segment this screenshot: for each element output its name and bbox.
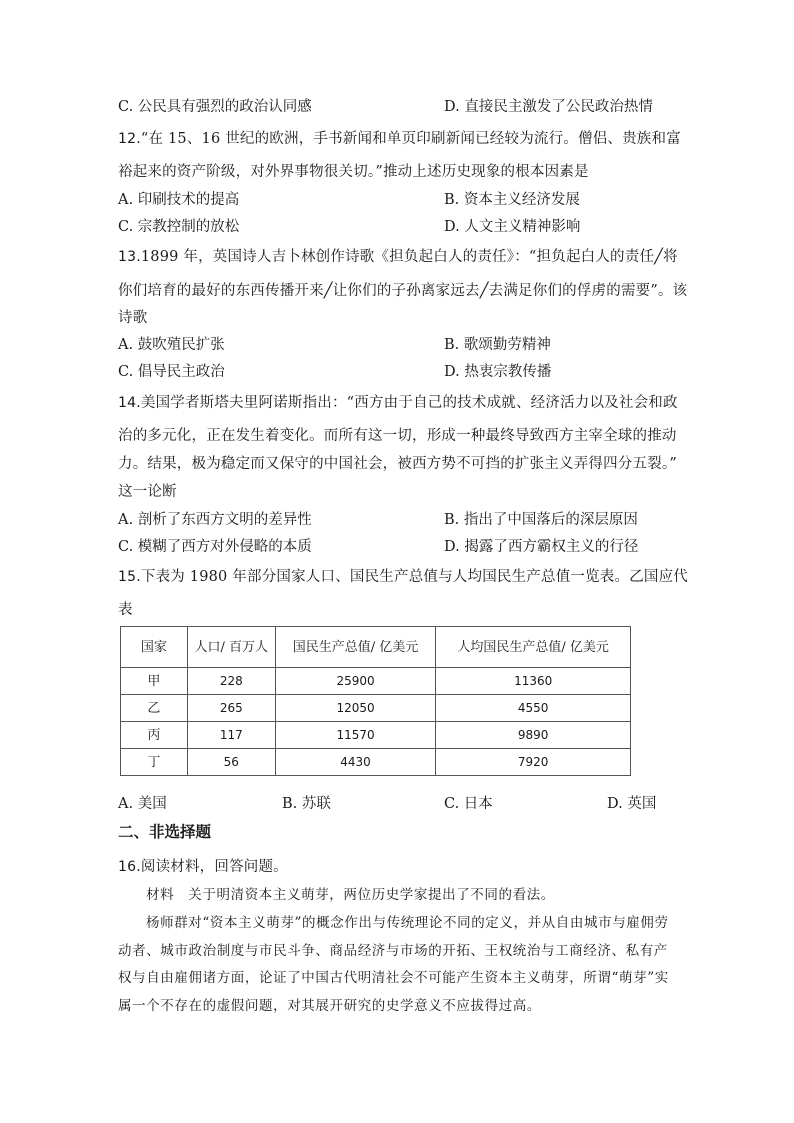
q12-stem-text-1: “在 15、16 世纪的欧洲，手书新闻和单页印刷新闻已经较为流行。僧侣、贵族和富: [140, 131, 681, 147]
table-cell: 乙: [121, 695, 188, 722]
q14-stem-line-1: [118, 391, 678, 412]
table-cell: 56: [187, 749, 275, 776]
table-header-cell: 国民生产总值/ 亿美元: [275, 627, 436, 668]
q15-data-table: [120, 626, 631, 776]
q16-material-intro: 材料 关于明清资本主义萌芽，两位历史学家提出了不同的看法。: [146, 887, 555, 903]
q15-option-b[interactable]: B. 苏联: [282, 796, 331, 812]
table-cell: 228: [187, 668, 275, 695]
table-row: [121, 722, 631, 749]
q13-stem-line-1: [118, 245, 678, 266]
table-cell: 4430: [275, 749, 436, 776]
table-cell: 12050: [275, 695, 436, 722]
q16-material-body: 杨师群对“资本主义萌芽”的概念作出与传统理论不同的定义，并从自由城市与雇佣劳动者、城市政治制度与市民斗争、商品经济与市场的开拓、王权统治与工商经济、私有产权与自由雇佣诸方面，论证了中国古代明清社会不可能产生资本主义萌芽，所谓“萌芽”实属一个不存在的虚假问题，对其展开研究的史学意义不应拔得过高。: [118, 915, 669, 1014]
q15-stem-line-2: 表: [118, 602, 133, 618]
q11-option-c[interactable]: C. 公民具有强烈的政治认同感: [118, 99, 312, 115]
q15-option-c[interactable]: C. 日本: [444, 796, 493, 812]
table-header-cell: 人口/ 百万人: [187, 627, 275, 668]
table-header-row: [121, 627, 631, 668]
table-cell: 丁: [121, 749, 188, 776]
q14-stem-line-4: 这一论断: [118, 484, 177, 500]
table-cell: 117: [187, 722, 275, 749]
table-cell: 甲: [121, 668, 188, 695]
table-cell: 7920: [436, 749, 631, 776]
q14-option-c[interactable]: C. 模糊了西方对外侵略的本质: [118, 539, 312, 555]
q13-option-b[interactable]: B. 歌颂勤劳精神: [444, 337, 551, 353]
q16-stem-line: [118, 855, 288, 876]
q14-option-d[interactable]: D. 揭露了西方霸权主义的行径: [444, 539, 639, 555]
q13-stem-text-1: 1899 年，英国诗人吉卜林创作诗歌《担负起白人的责任》：“担负起白人的责任╱将: [140, 249, 678, 265]
q12-option-d[interactable]: D. 人文主义精神影响: [444, 219, 581, 235]
table-row: [121, 668, 631, 695]
q12-stem-line-1: [118, 127, 681, 148]
q14-stem-line-2: 治的多元化，正在发生着变化。而所有这一切，形成一种最终导致西方主宰全球的推动: [118, 428, 677, 444]
table-header-cell: 人均国民生产总值/ 亿美元: [436, 627, 631, 668]
q12-option-a[interactable]: A. 印刷技术的提高: [118, 192, 240, 208]
table-row: [121, 749, 631, 776]
q13-number: 13.: [118, 249, 141, 265]
q15-option-a[interactable]: A. 美国: [118, 796, 167, 812]
q12-option-b[interactable]: B. 资本主义经济发展: [444, 192, 580, 208]
table-cell: 11360: [436, 668, 631, 695]
q12-option-c[interactable]: C. 宗教控制的放松: [118, 219, 240, 235]
table-cell: 11570: [275, 722, 436, 749]
table-cell: 9890: [436, 722, 631, 749]
q16-number: 16.: [118, 859, 141, 875]
q13-option-a[interactable]: A. 鼓吹殖民扩张: [118, 337, 225, 353]
q15-number: 15.: [118, 569, 141, 585]
q14-number: 14.: [118, 395, 141, 411]
q12-stem-line-2: 裕起来的资产阶级，对外界事物很关切。”推动上述历史现象的根本因素是: [118, 164, 589, 180]
q11-option-d[interactable]: D. 直接民主激发了公民政治热情: [444, 99, 653, 115]
q14-option-b[interactable]: B. 指出了中国落后的深层原因: [444, 512, 638, 528]
table-row: [121, 695, 631, 722]
q13-option-d[interactable]: D. 热衷宗教传播: [444, 364, 552, 380]
q12-number: 12.: [118, 131, 141, 147]
table-cell: 4550: [436, 695, 631, 722]
table-header-cell: 国家: [121, 627, 188, 668]
q16-stem-text: 阅读材料，回答问题。: [140, 859, 288, 875]
q15-stem-text-1: 下表为 1980 年部分国家人口、国民生产总值与人均国民生产总值一览表。乙国应代: [140, 569, 688, 585]
q14-option-a[interactable]: A. 剖析了东西方文明的差异性: [118, 512, 312, 528]
q13-stem-line-2: 你们培育的最好的东西传播开来╱让你们的子孙离家远去╱去满足你们的俘虏的需要”。该: [118, 283, 688, 299]
q15-option-d[interactable]: D. 英国: [607, 796, 657, 812]
q13-option-c[interactable]: C. 倡导民主政治: [118, 364, 225, 380]
q14-stem-text-1: 美国学者斯塔夫里阿诺斯指出：“西方由于自己的技术成就、经济活力以及社会和政: [140, 395, 678, 411]
table-cell: 丙: [121, 722, 188, 749]
q14-stem-line-3: 力。结果，极为稳定而又保守的中国社会，被西方势不可挡的扩张主义弄得四分五裂。”: [118, 456, 677, 472]
section-title: 二、非选择题: [118, 823, 212, 841]
table-cell: 25900: [275, 668, 436, 695]
q15-stem-line-1: [118, 565, 688, 586]
table-cell: 265: [187, 695, 275, 722]
q13-stem-line-3: 诗歌: [118, 310, 148, 326]
